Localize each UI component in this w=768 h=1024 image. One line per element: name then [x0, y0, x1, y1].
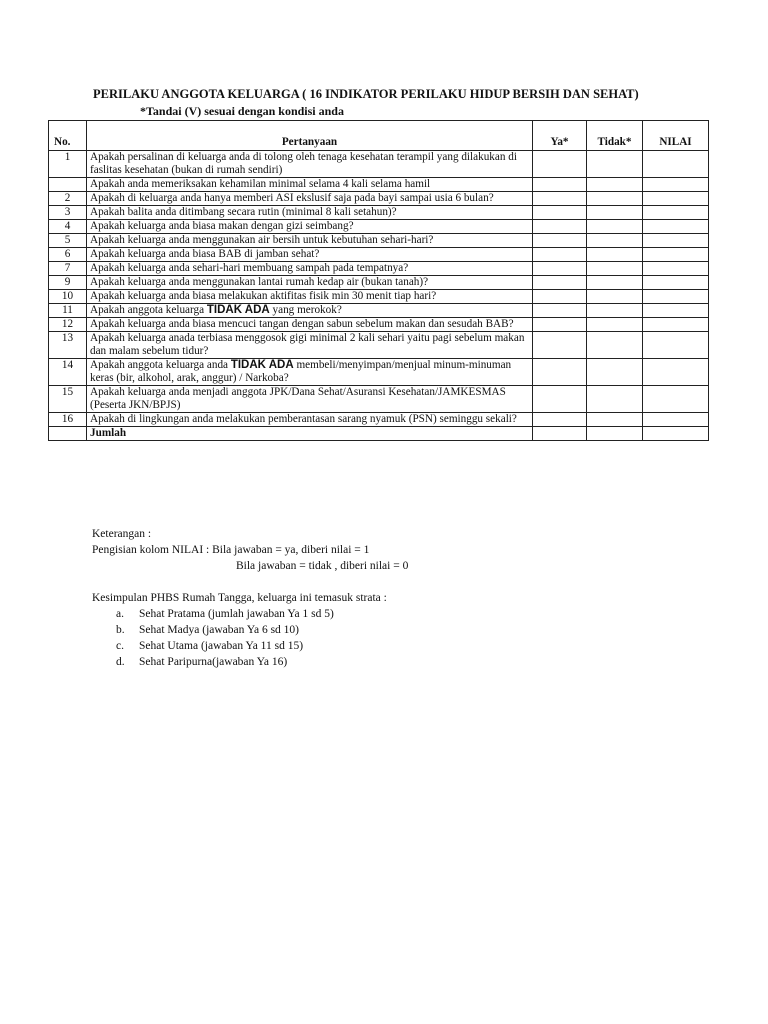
table-row — [49, 359, 709, 386]
header-no: No. — [49, 121, 87, 151]
strata-letter: a. — [116, 608, 124, 620]
row-question: Apakah keluarga anda menggunakan air bersih untuk kebutuhan sehari-hari? — [87, 234, 533, 248]
scoring-rule-no: Bila jawaban = tidak , diberi nilai = 0 — [236, 560, 409, 572]
nilai-cell[interactable] — [643, 413, 709, 427]
ya-cell[interactable] — [533, 359, 587, 386]
ya-cell[interactable] — [533, 276, 587, 290]
tidak-cell[interactable] — [587, 359, 643, 386]
nilai-cell[interactable] — [643, 304, 709, 318]
row-question: Apakah anda memeriksakan kehamilan minimal selama 4 kali selama hamil — [87, 178, 533, 192]
row-question: Apakah keluarga anda menggunakan lantai rumah kedap air (bukan tanah)? — [87, 276, 533, 290]
tidak-cell[interactable] — [587, 304, 643, 318]
ya-cell[interactable] — [533, 386, 587, 413]
table-row — [49, 276, 709, 290]
row-question: Apakah keluarga anda biasa makan dengan gizi seimbang? — [87, 220, 533, 234]
nilai-cell[interactable] — [643, 318, 709, 332]
row-number: 1 — [49, 151, 87, 178]
tidak-cell[interactable] — [587, 262, 643, 276]
question-text: membeli/menyimpan/menjual minum-minuman keras (bir, alkohol, arak, anggur) / Narkoba? — [90, 359, 512, 384]
row-question: Apakah di keluarga anda hanya memberi ASI ekslusif saja pada bayi sampai usia 6 bulan? — [87, 192, 533, 206]
tidak-cell[interactable] — [587, 413, 643, 427]
row-number: 15 — [49, 386, 87, 413]
row-number: 10 — [49, 290, 87, 304]
row-number: 12 — [49, 318, 87, 332]
header-ya: Ya* — [533, 121, 587, 151]
row-question: Apakah persalinan di keluarga anda di tolong oleh tenaga kesehatan terampil yang dilakukan di faslitas kesehatan (bukan di rumah sendiri) — [87, 151, 533, 178]
row-number: 5 — [49, 234, 87, 248]
table-row — [49, 332, 709, 359]
table-row — [49, 151, 709, 178]
row-number: 13 — [49, 332, 87, 359]
question-emphasis: TIDAK ADA — [206, 304, 270, 316]
total-tidak-cell[interactable] — [587, 427, 643, 441]
nilai-cell[interactable] — [643, 359, 709, 386]
nilai-cell[interactable] — [643, 290, 709, 304]
row-question: Apakah keluarga anda biasa BAB di jamban sehat? — [87, 248, 533, 262]
ya-cell[interactable] — [533, 332, 587, 359]
ya-cell[interactable] — [533, 192, 587, 206]
tidak-cell[interactable] — [587, 220, 643, 234]
ya-cell[interactable] — [533, 220, 587, 234]
tidak-cell[interactable] — [587, 248, 643, 262]
strata-item: Sehat Utama (jawaban Ya 11 sd 15) — [139, 640, 304, 652]
ya-cell[interactable] — [533, 234, 587, 248]
row-number: 3 — [49, 206, 87, 220]
nilai-cell[interactable] — [643, 248, 709, 262]
ya-cell[interactable] — [533, 151, 587, 178]
nilai-cell[interactable] — [643, 178, 709, 192]
table-row — [49, 413, 709, 427]
ya-cell[interactable] — [533, 248, 587, 262]
tidak-cell[interactable] — [587, 318, 643, 332]
table-row — [49, 304, 709, 318]
question-text: yang merokok? — [269, 304, 342, 316]
strata-letter: c. — [116, 640, 124, 652]
row-question: Apakah balita anda ditimbang secara rutin (minimal 8 kali setahun)? — [87, 206, 533, 220]
row-question: Apakah keluarga anda sehari-hari membuang sampah pada tempatnya? — [87, 262, 533, 276]
header-tidak: Tidak* — [587, 121, 643, 151]
total-row — [49, 427, 709, 441]
ya-cell[interactable] — [533, 304, 587, 318]
questionnaire-table — [48, 120, 709, 441]
scoring-rule-yes: Pengisian kolom NILAI : Bila jawaban = ya, diberi nilai = 1 — [92, 544, 370, 556]
nilai-cell[interactable] — [643, 386, 709, 413]
nilai-cell[interactable] — [643, 151, 709, 178]
ya-cell[interactable] — [533, 290, 587, 304]
tidak-cell[interactable] — [587, 386, 643, 413]
ya-cell[interactable] — [533, 206, 587, 220]
tidak-cell[interactable] — [587, 178, 643, 192]
nilai-cell[interactable] — [643, 192, 709, 206]
keterangan-label: Keterangan : — [92, 528, 152, 540]
table-row — [49, 318, 709, 332]
strata-item: Sehat Paripurna(jawaban Ya 16) — [139, 656, 288, 668]
total-label: Jumlah — [87, 427, 533, 441]
tidak-cell[interactable] — [587, 276, 643, 290]
row-number — [49, 178, 87, 192]
table-header-row — [49, 121, 709, 151]
document-instruction: *Tandai (V) sesuai dengan kondisi anda — [140, 104, 344, 118]
nilai-cell[interactable] — [643, 332, 709, 359]
row-question: Apakah keluarga anada terbiasa menggosok gigi minimal 2 kali sehari yaitu pagi sebelum makan dan malam sebelum tidur? — [87, 332, 533, 359]
header-nilai: NILAI — [643, 121, 709, 151]
row-number: 11 — [49, 304, 87, 318]
strata-item: Sehat Pratama (jumlah jawaban Ya 1 sd 5) — [139, 608, 334, 620]
table-row — [49, 290, 709, 304]
table-row — [49, 262, 709, 276]
row-number: 4 — [49, 220, 87, 234]
row-number: 6 — [49, 248, 87, 262]
header-question: Pertanyaan — [87, 121, 533, 151]
ya-cell[interactable] — [533, 262, 587, 276]
row-number: 7 — [49, 262, 87, 276]
table-row — [49, 178, 709, 192]
document-title: PERILAKU ANGGOTA KELUARGA ( 16 INDIKATOR PERILAKU HIDUP BERSIH DAN SEHAT) — [93, 87, 639, 101]
row-question — [87, 359, 533, 386]
tidak-cell[interactable] — [587, 192, 643, 206]
strata-item: Sehat Madya (jawaban Ya 6 sd 10) — [139, 624, 300, 636]
question-emphasis: TIDAK ADA — [230, 359, 294, 371]
total-number-cell — [49, 427, 87, 441]
nilai-cell[interactable] — [643, 262, 709, 276]
tidak-cell[interactable] — [587, 206, 643, 220]
row-question: Apakah keluarga anda biasa melakukan aktifitas fisik min 30 menit tiap hari? — [87, 290, 533, 304]
tidak-cell[interactable] — [587, 332, 643, 359]
table-row — [49, 386, 709, 413]
row-number: 14 — [49, 359, 87, 386]
table-row — [49, 192, 709, 206]
nilai-cell[interactable] — [643, 276, 709, 290]
row-question: Apakah keluarga anda biasa mencuci tangan dengan sabun sebelum makan dan sesudah BAB? — [87, 318, 533, 332]
row-number: 9 — [49, 276, 87, 290]
tidak-cell[interactable] — [587, 234, 643, 248]
table-row — [49, 220, 709, 234]
total-nilai-cell[interactable] — [643, 427, 709, 441]
question-text: Apakah anggota keluarga anda — [90, 359, 231, 371]
row-number: 16 — [49, 413, 87, 427]
table-row — [49, 234, 709, 248]
row-question: Apakah keluarga anda menjadi anggota JPK/Dana Sehat/Asuransi Kesehatan/JAMKESMAS (Peserta JKN/BPJS) — [87, 386, 533, 413]
ya-cell[interactable] — [533, 318, 587, 332]
ya-cell[interactable] — [533, 178, 587, 192]
strata-letter: b. — [116, 624, 125, 636]
total-ya-cell[interactable] — [533, 427, 587, 441]
ya-cell[interactable] — [533, 413, 587, 427]
conclusion-intro: Kesimpulan PHBS Rumah Tangga, keluarga ini temasuk strata : — [92, 592, 387, 604]
row-question: Apakah di lingkungan anda melakukan pemberantasan sarang nyamuk (PSN) seminggu sekali? — [87, 413, 533, 427]
nilai-cell[interactable] — [643, 234, 709, 248]
table-row — [49, 206, 709, 220]
table-row — [49, 248, 709, 262]
nilai-cell[interactable] — [643, 206, 709, 220]
row-number: 2 — [49, 192, 87, 206]
question-text: Apakah anggota keluarga — [90, 304, 207, 316]
strata-letter: d. — [116, 656, 125, 668]
tidak-cell[interactable] — [587, 290, 643, 304]
nilai-cell[interactable] — [643, 220, 709, 234]
tidak-cell[interactable] — [587, 151, 643, 178]
row-question — [87, 304, 533, 318]
